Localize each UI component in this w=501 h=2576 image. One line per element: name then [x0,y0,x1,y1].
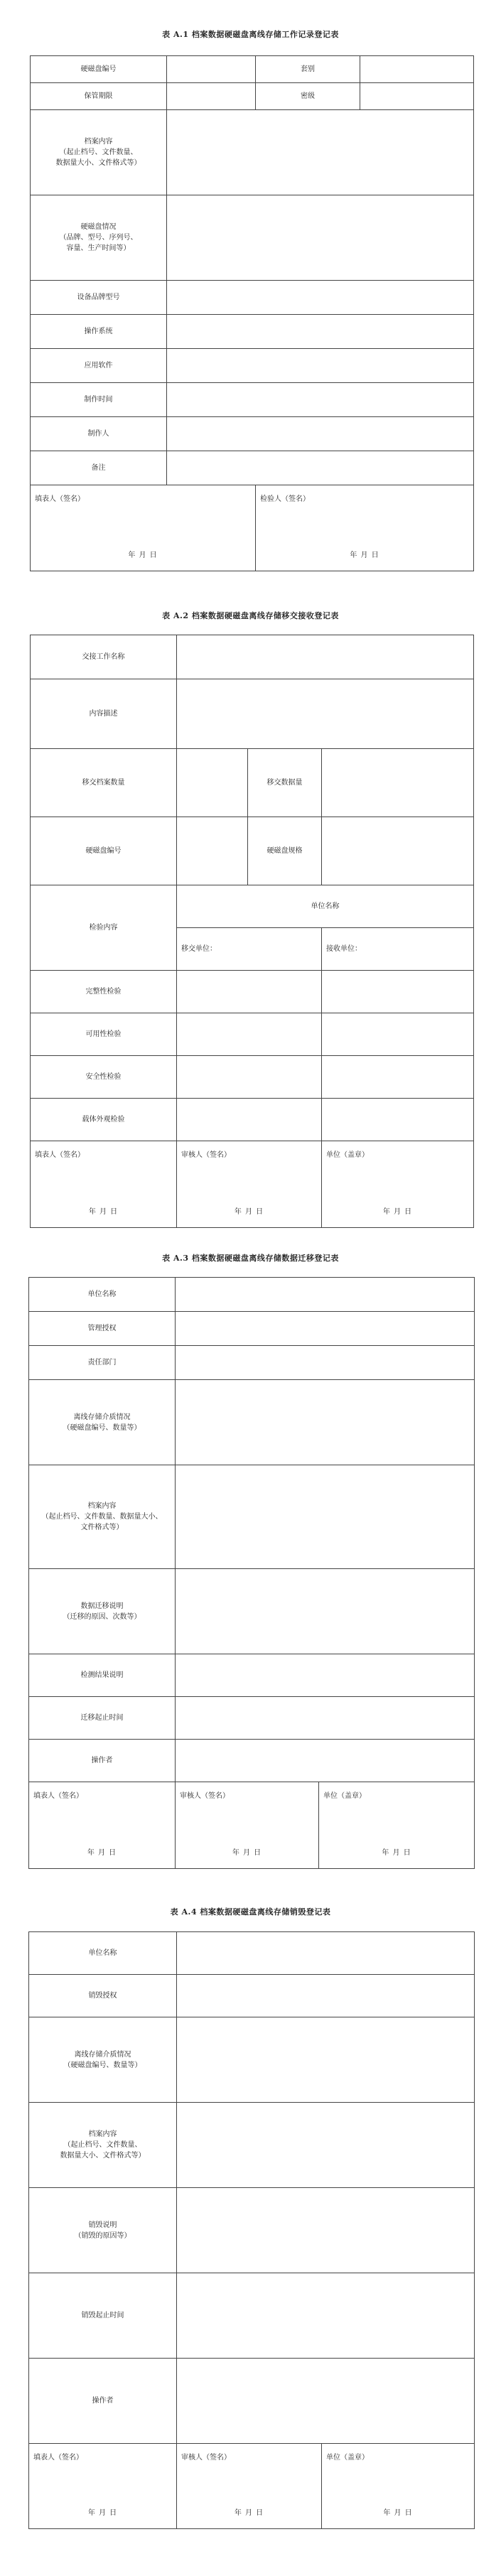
label-disk-number: 硬磁盘编号 [31,56,167,83]
value-operator[interactable] [176,1740,475,1782]
value-appearance-transfer[interactable] [177,1099,322,1141]
table-row [29,1932,475,1975]
value-disk-number[interactable] [177,817,248,885]
table-row [31,56,474,83]
value-unit-name[interactable] [176,1278,475,1312]
label-classification: 密级 [256,83,360,110]
label-disk-info: 硬磁盘情况 （品牌、型号、序列号、 容量、生产时间等） [31,195,167,281]
value-destroy-time[interactable] [177,2273,475,2359]
table-row [31,679,474,749]
label-unit-name: 单位名称 [29,1932,177,1975]
signer-reviewer[interactable]: 审核人（签名） 年 月 日 [177,2444,322,2529]
table-row [29,2273,475,2359]
table-row [29,1654,475,1697]
table-row [31,1013,474,1056]
value-set[interactable] [360,56,474,83]
table-row [31,83,474,110]
table-a1-title: 表 A.1 档案数据硬磁盘离线存储工作记录登记表 [162,30,339,39]
value-handover-name[interactable] [177,635,474,679]
table-row [31,315,474,349]
label-remarks: 备注 [31,451,167,485]
value-archive-content[interactable] [177,2103,475,2188]
table-row [29,2444,475,2529]
value-department[interactable] [176,1346,475,1380]
table-row [31,383,474,417]
table-row [29,1782,475,1869]
table-row [29,1346,475,1380]
value-operator[interactable] [177,2359,475,2444]
header-unit-name: 单位名称 [177,885,474,928]
table-row [29,1697,475,1740]
signer-unit-seal[interactable]: 单位（盖章） 年 月 日 [322,2444,475,2529]
label-security-check: 安全性检验 [31,1056,177,1099]
value-authorization[interactable] [176,1312,475,1346]
label-integrity-check: 完整性检验 [31,971,177,1013]
signer-reviewer[interactable]: 审核人（签名） 年 月 日 [176,1782,319,1869]
value-device-model[interactable] [167,281,474,315]
label-destroy-desc: 销毁说明 （销毁的原因等） [29,2188,177,2273]
value-retention[interactable] [167,83,256,110]
value-integrity-receive[interactable] [322,971,474,1013]
table-row [31,885,474,928]
label-set: 套别 [256,56,360,83]
label-archive-content: 档案内容 （起止档号、文件数量、 数据量大小、文件格式等） [29,2103,177,2188]
table-row [29,1312,475,1346]
value-unit-name[interactable] [177,1932,475,1975]
table-row [31,195,474,281]
value-usability-transfer[interactable] [177,1013,322,1056]
label-maker: 制作人 [31,417,167,451]
label-disk-number: 硬磁盘编号 [31,817,177,885]
table-a4-title: 表 A.4 档案数据硬磁盘离线存储销毁登记表 [170,1907,331,1917]
table-row [29,2359,475,2444]
label-department: 责任部门 [29,1346,176,1380]
table-a4 [28,1931,475,2529]
value-security-transfer[interactable] [177,1056,322,1099]
value-archive-content[interactable] [176,1465,475,1569]
label-device-model: 设备品牌型号 [31,281,167,315]
table-row [31,1056,474,1099]
label-archive-content: 档案内容 （起止档号、文件数量、 数据量大小、文件格式等） [31,110,167,195]
value-disk-number[interactable] [167,56,256,83]
value-maker[interactable] [167,417,474,451]
table-a2 [30,635,474,1228]
label-disk-spec: 硬磁盘规格 [248,817,322,885]
table-row [31,749,474,817]
value-make-time[interactable] [167,383,474,417]
label-operator: 操作者 [29,2359,177,2444]
signer-inspector[interactable]: 检验人（签名） 年 月 日 [256,485,474,571]
value-content-desc[interactable] [177,679,474,749]
value-destroy-auth[interactable] [177,1975,475,2017]
label-retention: 保管期限 [31,83,167,110]
table-row [31,451,474,485]
value-transfer-volume[interactable] [322,749,474,817]
table-row [29,2188,475,2273]
value-archive-content[interactable] [167,110,474,195]
value-os[interactable] [167,315,474,349]
signer-filler[interactable]: 填表人（签名） 年 月 日 [29,2444,177,2529]
label-unit-name: 单位名称 [29,1278,176,1312]
label-software: 应用软件 [31,349,167,383]
table-row [31,110,474,195]
label-test-result: 检测结果说明 [29,1654,176,1697]
signer-filler[interactable]: 填表人（签名） 年 月 日 [29,1782,176,1869]
table-row [29,1278,475,1312]
label-usability-check: 可用性检验 [31,1013,177,1056]
table-row [31,817,474,885]
signer-filler[interactable]: 填表人（签名） 年 月 日 [31,485,256,571]
table-row [31,485,474,571]
label-receive-unit[interactable]: 接收单位： [322,928,474,971]
label-handover-name: 交接工作名称 [31,635,177,679]
label-destroy-auth: 销毁授权 [29,1975,177,2017]
label-authorization: 管理授权 [29,1312,176,1346]
label-migration-time: 迁移起止时间 [29,1697,176,1740]
value-appearance-receive[interactable] [322,1099,474,1141]
table-row [29,1465,475,1569]
signer-unit-seal[interactable]: 单位（盖章） 年 月 日 [322,1141,474,1228]
signer-reviewer[interactable]: 审核人（签名） 年 月 日 [177,1141,322,1228]
label-os: 操作系统 [31,315,167,349]
table-row [29,2017,475,2103]
label-transfer-count: 移交档案数量 [31,749,177,817]
table-row [31,417,474,451]
table-a2-title: 表 A.2 档案数据硬磁盘离线存储移交接收登记表 [162,611,339,620]
label-media-info: 离线存储介质情况 （硬磁盘编号、数量等） [29,2017,177,2103]
table-row [31,349,474,383]
value-destroy-desc[interactable] [177,2188,475,2273]
table-row [31,281,474,315]
value-usability-receive[interactable] [322,1013,474,1056]
value-media-info[interactable] [177,2017,475,2103]
label-content-desc: 内容描述 [31,679,177,749]
label-archive-content: 档案内容 （起止档号、文件数量、数据量大小、 文件格式等） [29,1465,176,1569]
value-migration-desc[interactable] [176,1569,475,1654]
value-classification[interactable] [360,83,474,110]
value-security-receive[interactable] [322,1056,474,1099]
table-row [31,1141,474,1228]
table-a3-title: 表 A.3 档案数据硬磁盘离线存储数据迁移登记表 [162,1254,339,1263]
table-row [29,1569,475,1654]
table-row [31,1099,474,1141]
value-software[interactable] [167,349,474,383]
value-disk-info[interactable] [167,195,474,281]
label-make-time: 制作时间 [31,383,167,417]
signer-unit-seal[interactable]: 单位（盖章） 年 月 日 [319,1782,475,1869]
label-migration-desc: 数据迁移说明 （迁移的原因、次数等） [29,1569,176,1654]
table-row [29,1380,475,1465]
value-test-result[interactable] [176,1654,475,1697]
signer-filler[interactable]: 填表人（签名） 年 月 日 [31,1141,177,1228]
table-row [29,2103,475,2188]
table-row [29,1740,475,1782]
table-row [31,971,474,1013]
label-destroy-time: 销毁起止时间 [29,2273,177,2359]
table-row [29,1975,475,2017]
value-migration-time[interactable] [176,1697,475,1740]
label-check-content: 检验内容 [31,885,177,971]
label-transfer-volume: 移交数据量 [248,749,322,817]
value-integrity-transfer[interactable] [177,971,322,1013]
label-transfer-unit[interactable]: 移交单位： [177,928,322,971]
label-media-info: 离线存储介质情况 （硬磁盘编号、数量等） [29,1380,176,1465]
table-a3 [28,1277,475,1869]
value-transfer-count[interactable] [177,749,248,817]
label-appearance-check: 载体外观检验 [31,1099,177,1141]
table-row [31,635,474,679]
value-media-info[interactable] [176,1380,475,1465]
label-operator: 操作者 [29,1740,176,1782]
value-remarks[interactable] [167,451,474,485]
table-a1 [30,55,474,571]
value-disk-spec[interactable] [322,817,474,885]
